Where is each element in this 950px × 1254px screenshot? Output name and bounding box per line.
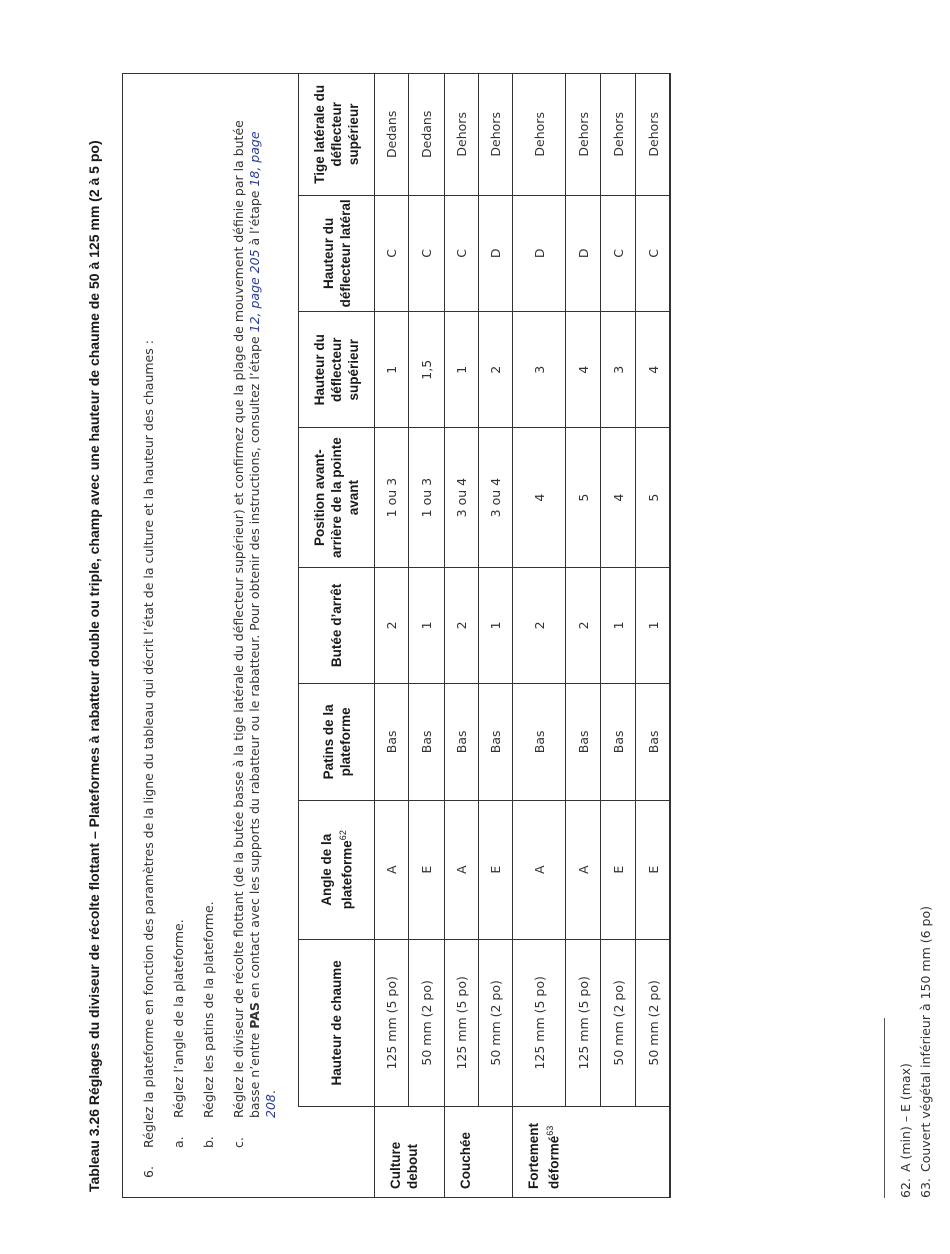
step-text: Réglez la plateforme en fonction des paramètres de la ligne du tableau qui décrit l’état de la culture et la hauteur des chaumes : [141, 340, 156, 1148]
substep-letter: c. [231, 1137, 246, 1148]
cell-butee: 2 [445, 567, 479, 683]
cell-hauteur: 50 mm (2 po) [409, 939, 445, 1106]
cell-hauteur: 50 mm (2 po) [601, 939, 636, 1106]
cell-patins: Bas [375, 684, 409, 800]
cell-position: 5 [566, 428, 601, 567]
substep-text: Réglez les patins de la plateforme. [201, 901, 216, 1118]
cell-patins: Bas [601, 684, 636, 800]
footnote-text: Couvert végétal inférieur à 150 mm (6 po) [918, 906, 933, 1172]
cell-tige: Dehors [479, 74, 513, 196]
substep-c-text-1: Réglez le diviseur de récolte flottant (de la butée basse à la tige latérale du déflecteur supérieur) et confirmez que la plage de mouvement définie par la butée basse n’entre [231, 120, 262, 1118]
cell-defl-sup: 1 [375, 312, 409, 428]
cell-defl-sup: 1,5 [409, 312, 445, 428]
cell-angle: E [636, 800, 671, 939]
cell-angle: A [566, 800, 601, 939]
cell-defl-sup: 3 [601, 312, 636, 428]
cell-tige: Dehors [513, 74, 566, 196]
cell-butee: 1 [601, 567, 636, 683]
table-row [566, 74, 601, 1198]
cell-angle: A [375, 800, 409, 939]
cell-tige: Dehors [566, 74, 601, 196]
substep-letter: a. [171, 1136, 186, 1148]
cell-position: 5 [636, 428, 671, 567]
cell-tige: Dehors [601, 74, 636, 196]
cell-tige: Dedans [375, 74, 409, 196]
cell-defl-lat: D [513, 195, 566, 311]
table-title: Tableau 3.26 Réglages du diviseur de récolte flottant – Plateformes à rabatteur double ou triple, champ avec une hauteur de chaume de 50 à 125 mm (2 à 5 po) [86, 140, 102, 1192]
cell-position: 1 ou 3 [409, 428, 445, 567]
cell-patins: Bas [636, 684, 671, 800]
table-row [601, 74, 636, 1198]
substep-c-text-3: à l’étape [247, 186, 262, 250]
footnote-ref-62: 62 [337, 830, 348, 841]
settings-table [298, 73, 671, 1198]
cell-defl-lat: D [566, 195, 601, 311]
cell-angle: E [479, 800, 513, 939]
table-row [375, 74, 409, 1198]
step-link-12[interactable]: 12, page 205 [247, 249, 262, 333]
cell-hauteur: 125 mm (5 po) [566, 939, 601, 1106]
header-hauteur-deflecteur-lat: Hauteur du déflecteur latéral [299, 195, 375, 311]
header-patins: Patins de la plateforme [299, 684, 375, 800]
substep-c-bold: PAS [247, 1002, 262, 1029]
cell-defl-lat: C [601, 195, 636, 311]
header-hauteur-deflecteur-sup: Hauteur du déflecteur supérieur [299, 312, 375, 428]
footnote-62 [898, 1063, 914, 1198]
cell-angle: A [445, 800, 479, 939]
cell-defl-sup: 3 [513, 312, 566, 428]
empty-header-cell [299, 1106, 375, 1197]
footnote-number: 62. [898, 1178, 913, 1198]
cell-position: 3 ou 4 [479, 428, 513, 567]
cell-defl-lat: D [479, 195, 513, 311]
cell-angle: E [601, 800, 636, 939]
cell-hauteur: 125 mm (5 po) [375, 939, 409, 1106]
cell-defl-sup: 4 [636, 312, 671, 428]
cell-hauteur: 50 mm (2 po) [479, 939, 513, 1106]
cell-patins: Bas [445, 684, 479, 800]
table-row [445, 74, 479, 1198]
cell-patins: Bas [409, 684, 445, 800]
substep-text [231, 108, 279, 1118]
cell-hauteur: 125 mm (5 po) [445, 939, 479, 1106]
table-row [479, 74, 513, 1198]
group-culture-debout: Culture debout [375, 1106, 445, 1197]
cell-tige: Dehors [636, 74, 671, 196]
table-row [513, 74, 566, 1198]
cell-defl-lat: C [445, 195, 479, 311]
cell-angle: A [513, 800, 566, 939]
cell-patins: Bas [566, 684, 601, 800]
substep-c-text-2: en contact avec les supports du rabatteur ou le rabatteur. Pour obtenir des instructions, consultez l’étape [247, 332, 262, 1003]
cell-position: 4 [601, 428, 636, 567]
cell-patins: Bas [513, 684, 566, 800]
cell-angle: E [409, 800, 445, 939]
cell-defl-sup: 4 [566, 312, 601, 428]
cell-butee: 2 [566, 567, 601, 683]
table-row [409, 74, 445, 1198]
header-position: Position avant-arrière de la pointe avant [299, 428, 375, 567]
cell-position: 1 ou 3 [375, 428, 409, 567]
cell-butee: 1 [636, 567, 671, 683]
cell-butee: 1 [479, 567, 513, 683]
substep-letter: b. [201, 1136, 216, 1148]
cell-position: 3 ou 4 [445, 428, 479, 567]
cell-hauteur: 50 mm (2 po) [636, 939, 671, 1106]
header-butee: Butée d’arrêt [299, 567, 375, 683]
group-fortement-deforme [513, 1106, 671, 1197]
cell-position: 4 [513, 428, 566, 567]
cell-hauteur: 125 mm (5 po) [513, 939, 566, 1106]
cell-defl-lat: C [409, 195, 445, 311]
footnote-63 [918, 906, 934, 1198]
cell-butee: 1 [409, 567, 445, 683]
substep-c-text-4: . [263, 1090, 278, 1095]
cell-defl-sup: 1 [445, 312, 479, 428]
footnote-divider [884, 1018, 885, 1198]
header-hauteur-chaume: Hauteur de chaume [299, 939, 375, 1106]
substep-text: Réglez l’angle de la plateforme. [171, 919, 186, 1118]
cell-tige: Dedans [409, 74, 445, 196]
footnote-ref-63: 63 [545, 1125, 555, 1136]
cell-defl-lat: C [375, 195, 409, 311]
footnote-number: 63. [918, 1178, 933, 1198]
table-row [636, 74, 671, 1198]
cell-butee: 2 [513, 567, 566, 683]
cell-butee: 2 [375, 567, 409, 683]
header-tige: Tige latérale du déflecteur supérieur [299, 74, 375, 196]
cell-defl-lat: C [636, 195, 671, 311]
step-link-18[interactable]: 18, page 208 [247, 131, 278, 1118]
cell-patins: Bas [479, 684, 513, 800]
footnote-text: A (min) – E (max) [898, 1063, 913, 1172]
cell-defl-sup: 2 [479, 312, 513, 428]
group-couchee: Couchée [445, 1106, 513, 1197]
cell-tige: Dehors [445, 74, 479, 196]
header-row [299, 74, 375, 1198]
group-fortement-deforme-label: Fortement déformé [526, 1122, 562, 1189]
header-angle-label: Angle de la plateforme [318, 833, 355, 910]
step-number: 6. [141, 1166, 156, 1178]
header-angle [299, 800, 375, 939]
